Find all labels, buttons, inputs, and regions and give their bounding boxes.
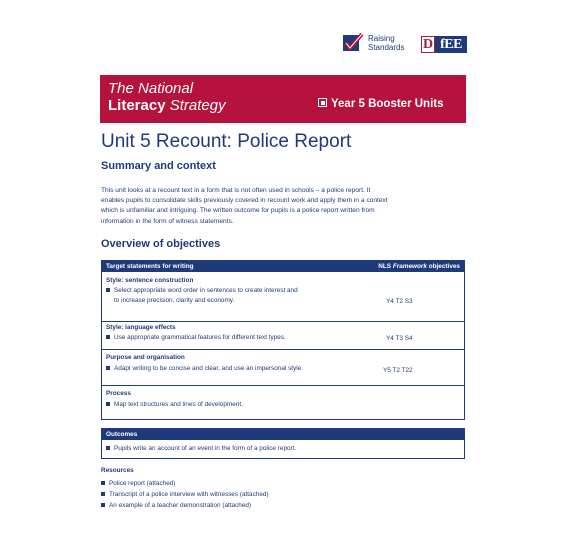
row-title: Purpose and organisation	[106, 354, 185, 361]
booster-units-label	[318, 98, 443, 110]
banner-title-line2	[108, 97, 226, 114]
table-row	[102, 349, 464, 386]
page-title: Unit 5 Recount: Police Report	[101, 131, 352, 152]
resources-heading: Resources	[101, 467, 134, 474]
square-bullet-icon	[106, 366, 110, 370]
square-bullet-icon	[101, 503, 105, 507]
row-objective-line1: Adapt writing to be concise and clear, and use an impersonal style.	[114, 365, 303, 372]
row-objective-line1: Select appropriate word order in sentences to create interest and	[114, 287, 298, 294]
banner-title-line1: The National	[108, 80, 194, 97]
row-objective	[106, 333, 286, 343]
outcomes-heading: Outcomes	[106, 430, 138, 438]
banner-title-italic: Strategy	[165, 97, 226, 114]
list-item	[101, 502, 251, 509]
objectives-table-header	[102, 261, 464, 272]
booster-units-text: Year 5 Booster Units	[331, 98, 444, 110]
header-nls-prefix: NLS	[378, 262, 393, 270]
dfee-logo	[421, 36, 467, 53]
square-bullet-icon	[101, 481, 105, 485]
summary-heading: Summary and context	[101, 160, 216, 172]
row-objective	[106, 364, 303, 374]
header-framework: Framework	[392, 262, 427, 270]
header-objectives-suffix: objectives	[426, 262, 460, 270]
dfee-logo-d: D	[422, 37, 434, 52]
table-row	[102, 321, 464, 350]
square-bullet-icon	[106, 335, 110, 339]
checkmark-logo-icon	[342, 32, 364, 54]
summary-line: information in the form of witness statements.	[101, 217, 234, 225]
summary-line: This unit looks at a recount text in a form that is not often used in schools – a police report. It	[101, 187, 371, 194]
nls-banner	[100, 75, 466, 121]
overview-heading: Overview of objectives	[101, 238, 221, 250]
resource-text: Police report (attached)	[109, 480, 176, 487]
row-objective-line1: Use appropriate grammatical features for different text types.	[114, 334, 286, 341]
table-row	[102, 385, 464, 419]
square-bullet-icon	[101, 492, 105, 496]
banner-title-bold: Literacy	[108, 97, 166, 114]
square-bullet-icon	[106, 446, 110, 450]
resource-text: Transcript of a police interview with witnesses (attached)	[109, 491, 269, 498]
table-row	[102, 272, 464, 322]
outcomes-item	[106, 445, 296, 452]
resource-text: An example of a teacher demonstration (attached)	[109, 502, 252, 509]
square-bullet-icon	[318, 98, 327, 107]
dfee-logo-fee: fEE	[435, 36, 467, 53]
row-objective-line2: to increase precision, clarity and economy.	[114, 296, 235, 304]
row-objective	[106, 286, 298, 306]
row-title: Style: language effects	[106, 324, 176, 331]
square-bullet-icon	[106, 402, 110, 406]
banner-underline	[100, 121, 466, 123]
row-title: Style: sentence construction	[106, 277, 194, 284]
outcomes-box	[101, 428, 465, 459]
header-nls-objectives	[378, 263, 460, 270]
list-item	[101, 480, 175, 487]
raising-standards-line1: Raising	[368, 34, 395, 43]
row-framework-code: Y4 T2 S3	[386, 298, 413, 305]
list-item	[101, 491, 269, 498]
row-title: Process	[106, 390, 131, 397]
summary-body	[101, 186, 466, 227]
row-framework-code: Y5 T2 T22	[383, 367, 413, 374]
square-bullet-icon	[106, 288, 110, 292]
row-framework-code: Y4 T3 S4	[386, 335, 413, 342]
summary-line: which is unfamiliar and intriguing. The written outcome for pupils is a police report written from	[101, 207, 375, 215]
row-objective-line1: Map text structures and lines of development.	[114, 401, 243, 408]
raising-standards-logo	[342, 32, 416, 56]
outcomes-item-text: Pupils write an account of an event in the form of a police report.	[114, 445, 297, 452]
objectives-table	[101, 260, 465, 420]
outcomes-header	[102, 429, 464, 440]
header-target-statements: Target statements for writing	[106, 262, 194, 270]
raising-standards-text	[368, 34, 404, 52]
row-objective	[106, 400, 243, 410]
summary-line: enables pupils to consolidate skills previously covered in recount work and apply them in a context	[101, 197, 388, 205]
raising-standards-line2: Standards	[368, 43, 405, 52]
